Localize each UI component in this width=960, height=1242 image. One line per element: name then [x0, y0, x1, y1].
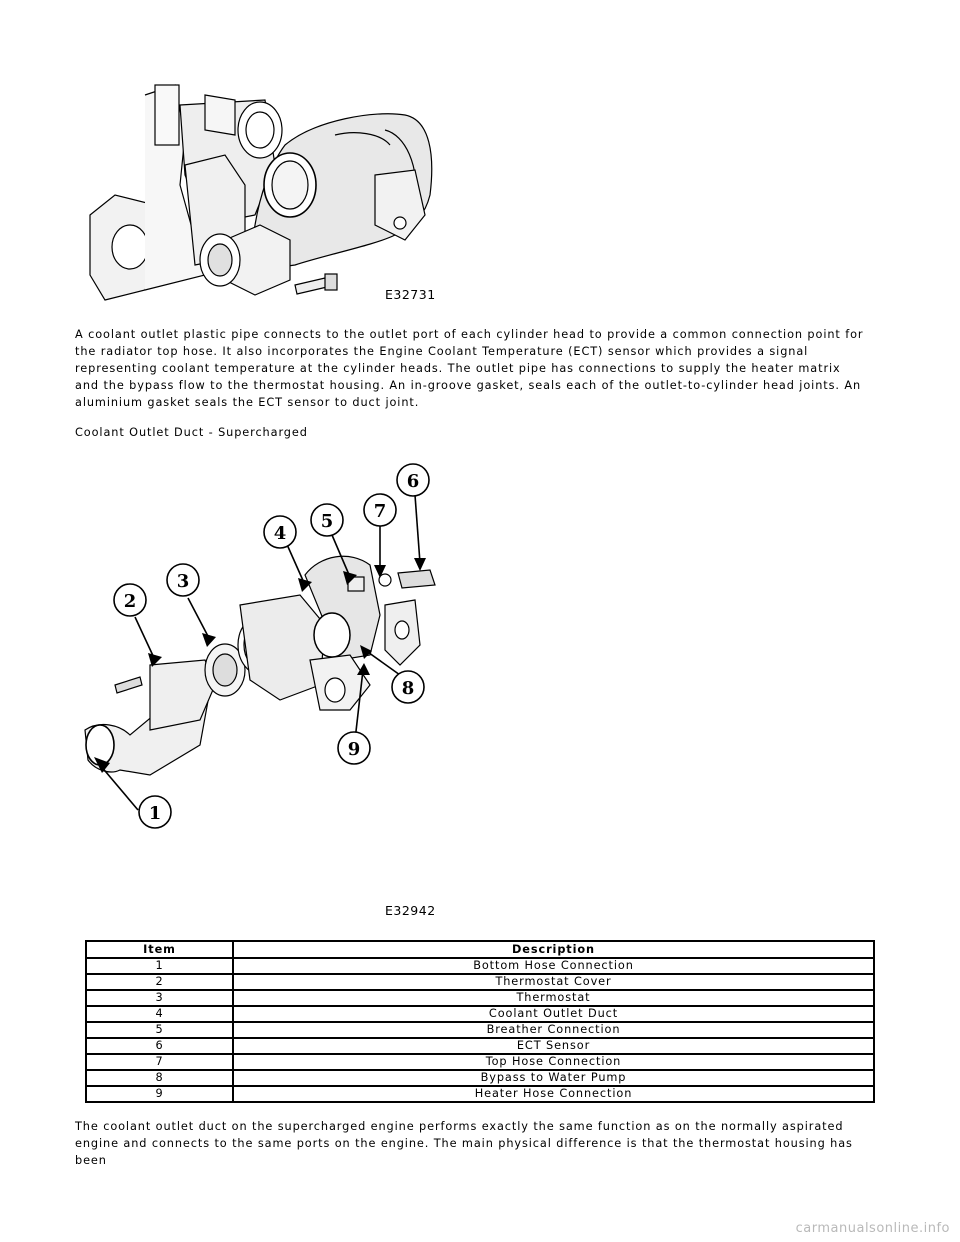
callout-2: [114, 584, 146, 616]
table-row: [86, 1022, 874, 1038]
cell-item: 6: [86, 1038, 233, 1054]
cell-description: Thermostat Cover: [233, 974, 874, 990]
cell-description: Bypass to Water Pump: [233, 1070, 874, 1086]
paragraph-coolant-outlet-description: A coolant outlet plastic pipe connects to the outlet port of each cylinder head to provide a common connection point for the radiator top hose. It also incorporates the Engine Coolant Temperature (ECT) sensor which provides a signal representing coolant temperature at the cylinder heads. The outlet pipe has connections to supply the heater matrix and the bypass flow to the thermostat housing. An in-groove gasket, seals each of the outlet-to-cylinder head joints. An aluminium gasket seals the ECT sensor to duct joint.: [75, 328, 864, 409]
header-description: Description: [233, 941, 874, 958]
header-item: Item: [86, 941, 233, 958]
callout-9: [338, 732, 370, 764]
callout-4: [264, 516, 296, 548]
cell-item: 4: [86, 1006, 233, 1022]
cell-description: Breather Connection: [233, 1022, 874, 1038]
coolant-pipe-illustration: [85, 75, 465, 305]
items-table: [85, 940, 875, 1103]
callout-1: [139, 796, 171, 828]
svg-text:7: 7: [373, 501, 387, 522]
svg-text:1: 1: [148, 803, 162, 824]
svg-text:8: 8: [401, 678, 415, 699]
cell-item: 5: [86, 1022, 233, 1038]
svg-text:3: 3: [176, 571, 190, 592]
callout-7: [364, 494, 396, 526]
paragraph-supercharged-description: The coolant outlet duct on the supercharged engine performs exactly the same function as on the normally aspirated engine and connects to the same ports on the engine. The main physical difference is that the thermostat housing has been: [75, 1120, 853, 1167]
figure-coolant-outlet-duct-exploded: [80, 455, 460, 925]
figure-coolant-outlet-pipe: [85, 75, 465, 305]
figure-ref-bottom: E32942: [385, 903, 436, 918]
section-heading: Coolant Outlet Duct - Supercharged: [75, 426, 308, 439]
table-row: [86, 1086, 874, 1102]
table-row: [86, 1070, 874, 1086]
cell-description: Thermostat: [233, 990, 874, 1006]
table-header-row: [86, 941, 874, 958]
table-row: [86, 990, 874, 1006]
table-row: [86, 974, 874, 990]
cell-description: Bottom Hose Connection: [233, 958, 874, 974]
cell-description: Top Hose Connection: [233, 1054, 874, 1070]
table-row: [86, 1054, 874, 1070]
callout-8: [392, 671, 424, 703]
svg-text:5: 5: [320, 511, 334, 532]
callout-6: [397, 464, 429, 496]
cell-item: 2: [86, 974, 233, 990]
footer-watermark[interactable]: carmanualsonline.info: [795, 1221, 950, 1236]
svg-text:4: 4: [273, 523, 287, 544]
cell-item: 7: [86, 1054, 233, 1070]
svg-text:2: 2: [123, 591, 137, 612]
table-row: [86, 1038, 874, 1054]
svg-text:6: 6: [406, 471, 420, 492]
exploded-view-illustration: [80, 455, 460, 925]
table-row: [86, 958, 874, 974]
cell-item: 9: [86, 1086, 233, 1102]
cell-description: Heater Hose Connection: [233, 1086, 874, 1102]
cell-item: 1: [86, 958, 233, 974]
cell-item: 3: [86, 990, 233, 1006]
cell-description: ECT Sensor: [233, 1038, 874, 1054]
table-row: [86, 1006, 874, 1022]
callout-3: [167, 564, 199, 596]
callout-5: [311, 504, 343, 536]
svg-text:9: 9: [347, 739, 361, 760]
cell-description: Coolant Outlet Duct: [233, 1006, 874, 1022]
figure-ref-top: E32731: [385, 287, 436, 302]
cell-item: 8: [86, 1070, 233, 1086]
